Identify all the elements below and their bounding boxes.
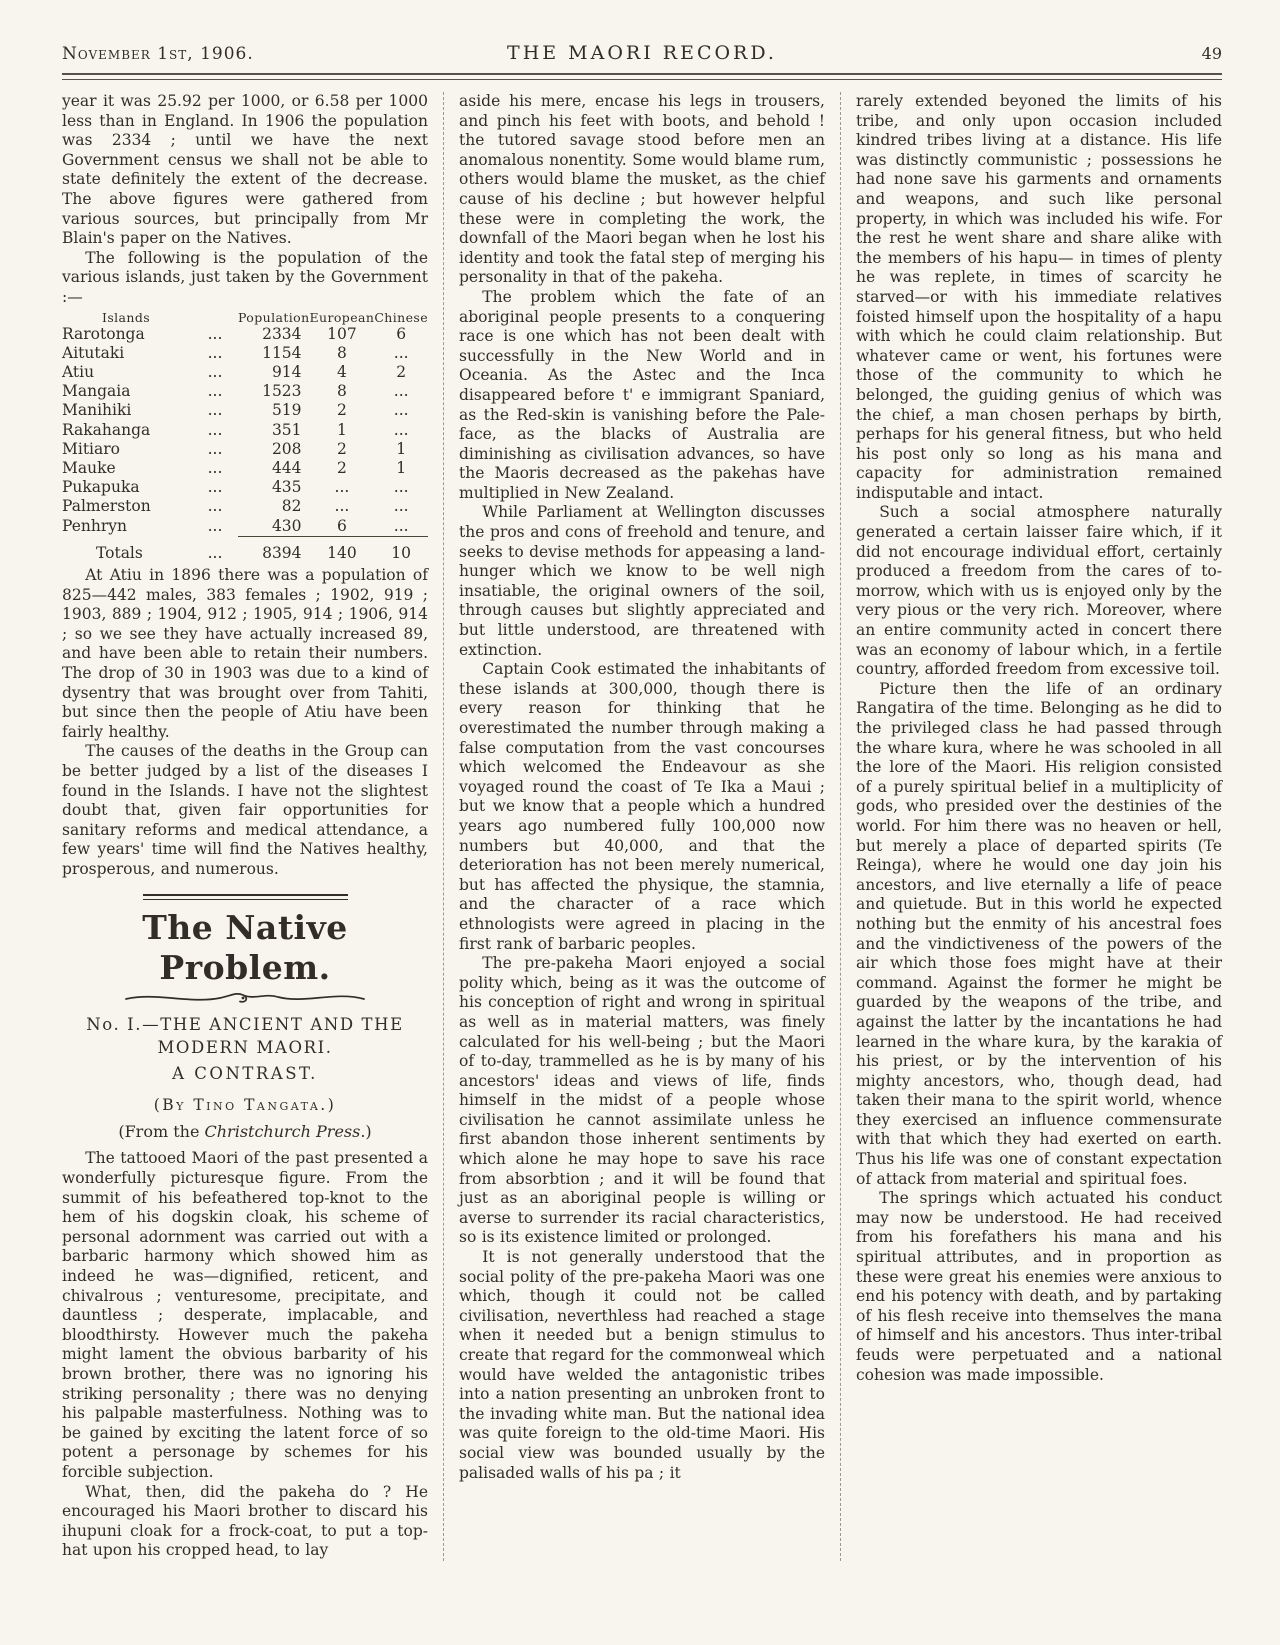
population-cell: 430	[271, 516, 302, 535]
population-cell: 208	[271, 439, 302, 458]
paragraph: Picture then the life of an ordinary Rangatira of the time. Belonging as he did to the privileged class he had passed through the whare kura, where he was schooled in all the lore of the Maori. His religion consisted of a purely spiritual belief in a multiplicity of gods, who presided over the destinies of the world. For him there was no heaven or hell, but merely a place of departed spirits (Te Reinga), where he would one day join his ancestors, and live eternally a life of peace and quietude. But in this world he expected nothing but the enmity of his ancestral foes and the vindictiveness of the powers of the air which those foes might have at their command. Against the former he might be guarded by the weapons of the tribe, and against the latter by the incantations he had learned in the whare kura, by the karakia of his priest, or by the intervention of his mighty ancestors, who, though dead, had taken their mana to the spirit world, whence they exercised an influence commensurate with that which they had exerted on earth. Thus his life was one of constant expectation of attack from material and spiritual foes.	[856, 679, 1222, 1188]
island-name-cell: Penhryn	[62, 516, 128, 535]
totals-chinese-cell: 10	[374, 536, 428, 563]
table-row	[62, 497, 428, 516]
european-cell: ...	[334, 478, 350, 497]
chinese-cell: ...	[393, 516, 409, 535]
island-name-cell: Mangaia	[62, 382, 131, 401]
paragraph: It is not generally understood that the social polity of the pre-pakeha Maori was one which, though it could not be called civilisation, neverthless had reached a stage when it needed but a benign stimulus to create that regard for the commonweal which would have welded the antagonistic tribes into a nation presenting an unbroken front to the invading white man. But the national idea was quite foreign to the old-time Maori. His social view was bounded usually by the palisaded walls of his pa ; it	[459, 1248, 825, 1482]
paragraph: The causes of the deaths in the Group can be better judged by a list of the diseases I found in the Islands. I have not the slightest doubt that, given fair opportunities for sanitary reforms and medical attendance, a few years' time will find the Natives healthy, prosperous, and numerous.	[62, 742, 428, 878]
leader-dots: ...	[207, 516, 223, 535]
european-cell: 1	[336, 420, 347, 439]
population-cell: 1154	[262, 343, 302, 362]
european-cell: 2	[336, 458, 347, 477]
island-name-cell: Manihiki	[62, 401, 132, 420]
masthead	[62, 38, 1222, 64]
article-source	[62, 1121, 428, 1143]
table-row	[62, 344, 428, 363]
column-2	[443, 92, 840, 1561]
chinese-cell: ...	[393, 478, 409, 497]
european-cell: 8	[336, 382, 347, 401]
table-row	[62, 459, 428, 478]
leader-dots: ...	[207, 324, 223, 343]
island-name-cell: Mitiaro	[62, 439, 120, 458]
paragraph: The problem which the fate of an aboriginal people presents to a conquering race is one which has not been dealt with successfully in the New World and in Oceania. As the Astec and the Inca disappeared before t' e immigrant Spaniard, as the Red-skin is vanishing before the Pale-face, as the blacks of Australia are diminishing as civilisation advances, so have the Maoris decreased as the pakehas have multiplied in New Zealand.	[459, 287, 825, 502]
chinese-cell: 1	[396, 439, 407, 458]
paragraph: The following is the population of the various islands, just taken by the Government :—	[62, 248, 428, 306]
island-name-cell: Mauke	[62, 458, 116, 477]
leader-dots: ...	[207, 382, 223, 401]
article-byline: (By Tino Tangata.)	[153, 1096, 337, 1115]
leader-dots: ...	[207, 439, 223, 458]
table-row	[62, 401, 428, 420]
island-name-cell: Rakahanga	[62, 420, 151, 439]
population-cell: 444	[271, 458, 302, 477]
chinese-cell: 2	[396, 362, 407, 381]
article-subtitle-line-2: MODERN MAORI.	[157, 1038, 333, 1058]
chinese-cell: ...	[393, 343, 409, 362]
issue-date: November 1st, 1906.	[62, 44, 254, 64]
chinese-cell: ...	[393, 382, 409, 401]
table-row	[62, 382, 428, 401]
totals-label: Totals	[96, 543, 143, 562]
section-divider-rule	[143, 894, 348, 900]
population-cell: 914	[271, 362, 302, 381]
paragraph: year it was 25.92 per 1000, or 6.58 per 1000 less than in England. In 1906 the population was 2334 ; until we have the next Government census we shall not be able to state definitely the extent of the decrease. The above figures were gathered from various sources, but principally from Mr Blain's paper on the Natives.	[62, 92, 428, 248]
population-cell: 1523	[262, 382, 302, 401]
chinese-cell: ...	[393, 401, 409, 420]
scroll-flourish-icon	[62, 989, 428, 1007]
masthead-rule	[62, 73, 1222, 80]
source-publication: Christchurch Press	[204, 1122, 361, 1142]
leader-dots: ...	[207, 458, 223, 477]
paragraph: While Parliament at Wellington discusses the pros and cons of freehold and tenure, and seeks to devise methods for appeasing a land-hunger which we know to be well nigh insatiable, the original owners of the soil, through causes but slightly appreciated and but little understood, are threatened with extinction.	[459, 503, 825, 659]
article-subtitle-line-1: No. I.—THE ANCIENT AND THE	[86, 1015, 404, 1035]
european-cell: 6	[336, 516, 347, 535]
leader-dots: ...	[207, 343, 223, 362]
chinese-cell: ...	[393, 497, 409, 516]
table-row	[62, 325, 428, 344]
leader-dots: ...	[207, 497, 223, 516]
table-row	[62, 363, 428, 382]
population-cell: 82	[281, 497, 302, 516]
leader-dots: ...	[207, 420, 223, 439]
island-name-cell: Atiu	[62, 362, 95, 381]
population-cell: 2334	[262, 324, 302, 343]
column-3	[840, 92, 1222, 1561]
european-cell: 4	[336, 362, 347, 381]
source-suffix: .)	[360, 1122, 372, 1142]
chinese-cell: ...	[393, 420, 409, 439]
paragraph: Such a social atmosphere naturally generated a certain laisser faire which, if it did not encourage individual effort, certainly produced a freedom from the cares of to-morrow, which with us is enjoyed only by the very pious or the very rich. Moreover, where an entire community acted in concert there was an economy of labour which, in a fertile country, afforded freedom from excessive toil.	[856, 503, 1222, 679]
totals-row	[62, 536, 428, 563]
table-row	[62, 440, 428, 459]
leader-dots: ...	[207, 543, 223, 562]
totals-european-cell: 140	[310, 536, 375, 563]
paragraph: Captain Cook estimated the inhabitants of these islands at 300,000, though there is every reason for thinking that he overestimated the number through making a false computation from the vast concourses which welcomed the Endeavour as she voyaged round the coast of Te Ika a Maui ; but we know that a people which a hundred years ago numbered fully 100,000 now numbers but 40,000, and that the deterioration has not been merely numerical, but has affected the physique, the stamnia, and the character of a race which ethnologists were agreed in placing in the first rank of barbaric peoples.	[459, 660, 825, 953]
population-cell: 351	[271, 420, 302, 439]
leader-dots: ...	[207, 478, 223, 497]
paragraph: rarely extended beyoned the limits of his tribe, and only upon occasion included kindred tribes living at a distance. His life was distinctly communistic ; possessions he had none save his garments and ornaments and weapons, and such like personal property, in which was included his wife. For the rest he went share and share alike with the members of his hapu— in times of plenty he was replete, in times of scarcity he starved—or with his immediate relatives foisted himself upon the hospitality of a hapu with which he could claim relationship. But whatever came or went, his fortunes were those of the community to which he belonged, the guiding genius of which was the chief, a man chosen perhaps by birth, perhaps for his general fitness, but who held his post only so long as his mana and capacity for administration remained indisputable and intact.	[856, 92, 1222, 502]
chinese-cell: 1	[396, 458, 407, 477]
page-number: 49	[1201, 44, 1222, 63]
column-1	[62, 92, 443, 1561]
population-cell: 435	[271, 478, 302, 497]
population-cell: 519	[271, 401, 302, 420]
european-cell: 107	[327, 324, 357, 343]
column-header-chinese: Chinese	[374, 309, 428, 325]
island-name-cell: Palmerston	[62, 497, 151, 516]
paragraph: aside his mere, encase his legs in trousers, and pinch his feet with boots, and behold ! the tutored savage stood before men an anomalous nonentity. Some would blame rum, others would blame the musket, as the chief cause of his decline ; but however helpful these were in completing the work, the downfall of the Maori began when he lost his identity and took the fatal step of merging his personality in that of the pakeha.	[459, 92, 825, 287]
european-cell: 8	[336, 343, 347, 362]
island-name-cell: Pukapuka	[62, 478, 140, 497]
totals-population-cell: 8394	[238, 536, 310, 563]
column-header-european: European	[309, 309, 375, 325]
population-table	[62, 309, 428, 563]
article-subtitle-line-3: A CONTRAST.	[172, 1064, 318, 1084]
column-header-islands: Islands	[102, 309, 151, 325]
article-title: The Native Problem.	[142, 908, 348, 988]
table-header-row	[62, 309, 428, 325]
european-cell: 2	[336, 439, 347, 458]
paragraph: The tattooed Maori of the past presented a wonderfully picturesque figure. From the summit of his befeathered top-knot to the hem of his dogskin cloak, his scheme of personal adornment was carried out with a barbaric harmony which showed him as indeed he was—dignified, reticent, and chivalrous ; venturesome, precipitate, and dauntless ; desperate, implacable, and bloodthirsty. However much the pakeha might lament the obvious barbarity of his brown brother, there was no ignoring his striking personality ; there was no denying his palpable masterfulness. Nothing was to be gained by exciting the latent force of so potent a personage by schemes for his forcible subjection.	[62, 1149, 428, 1481]
page-title: THE MAORI RECORD.	[507, 42, 777, 64]
paragraph: At Atiu in 1896 there was a population of 825—442 males, 383 females ; 1902, 919 ; 1903, 889 ; 1904, 912 ; 1905, 914 ; 1906, 914 ; so we see they have actually increased 89, and have been able to retain their numbers. The drop of 30 in 1903 was due to a kind of dysentry that was brought over from Tahiti, but since then the people of Atiu have been fairly healthy.	[62, 565, 428, 741]
island-name-cell: Rarotonga	[62, 324, 145, 343]
column-header-population: Population	[238, 309, 310, 325]
paragraph: The pre-pakeha Maori enjoyed a social polity which, being as it was the outcome of his conception of right and wrong in spiritual as well as in material matters, was finely calculated for his well-being ; but the Maori of to-day, trammelled as he is by many of his ancestors' ideas and views of life, finds himself in the midst of a people whose civilisation he cannot assimilate unless he first abandon those inherent sentiments by which alone he may hope to save his race from absorbtion ; and it will be found that just as an aboriginal people is willing or averse to surrender its racial characteristics, so is its existence limited or prolonged.	[459, 954, 825, 1247]
european-cell: 2	[336, 401, 347, 420]
island-name-cell: Aitutaki	[62, 343, 125, 362]
european-cell: ...	[334, 497, 350, 516]
leader-dots: ...	[207, 362, 223, 381]
source-prefix: (From the	[118, 1122, 205, 1142]
paragraph: The springs which actuated his conduct may now be understood. He had received from his forefathers his mana and his spiritual attributes, and in proportion as these were great his enemies were anxious to end his potency with death, and by partaking of his flesh receive into themselves the mana of himself and his ancestors. Thus inter-tribal feuds were perpetuated and a national cohesion was made impossible.	[856, 1189, 1222, 1384]
chinese-cell: 6	[396, 324, 407, 343]
table-row	[62, 421, 428, 440]
column-layout	[62, 92, 1222, 1561]
table-row	[62, 478, 428, 497]
table-row	[62, 517, 428, 537]
paragraph: What, then, did the pakeha do ? He encouraged his Maori brother to discard his ihupuni cloak for a frock-coat, to put a top-hat upon his cropped head, to lay	[62, 1482, 428, 1560]
leader-dots: ...	[207, 401, 223, 420]
